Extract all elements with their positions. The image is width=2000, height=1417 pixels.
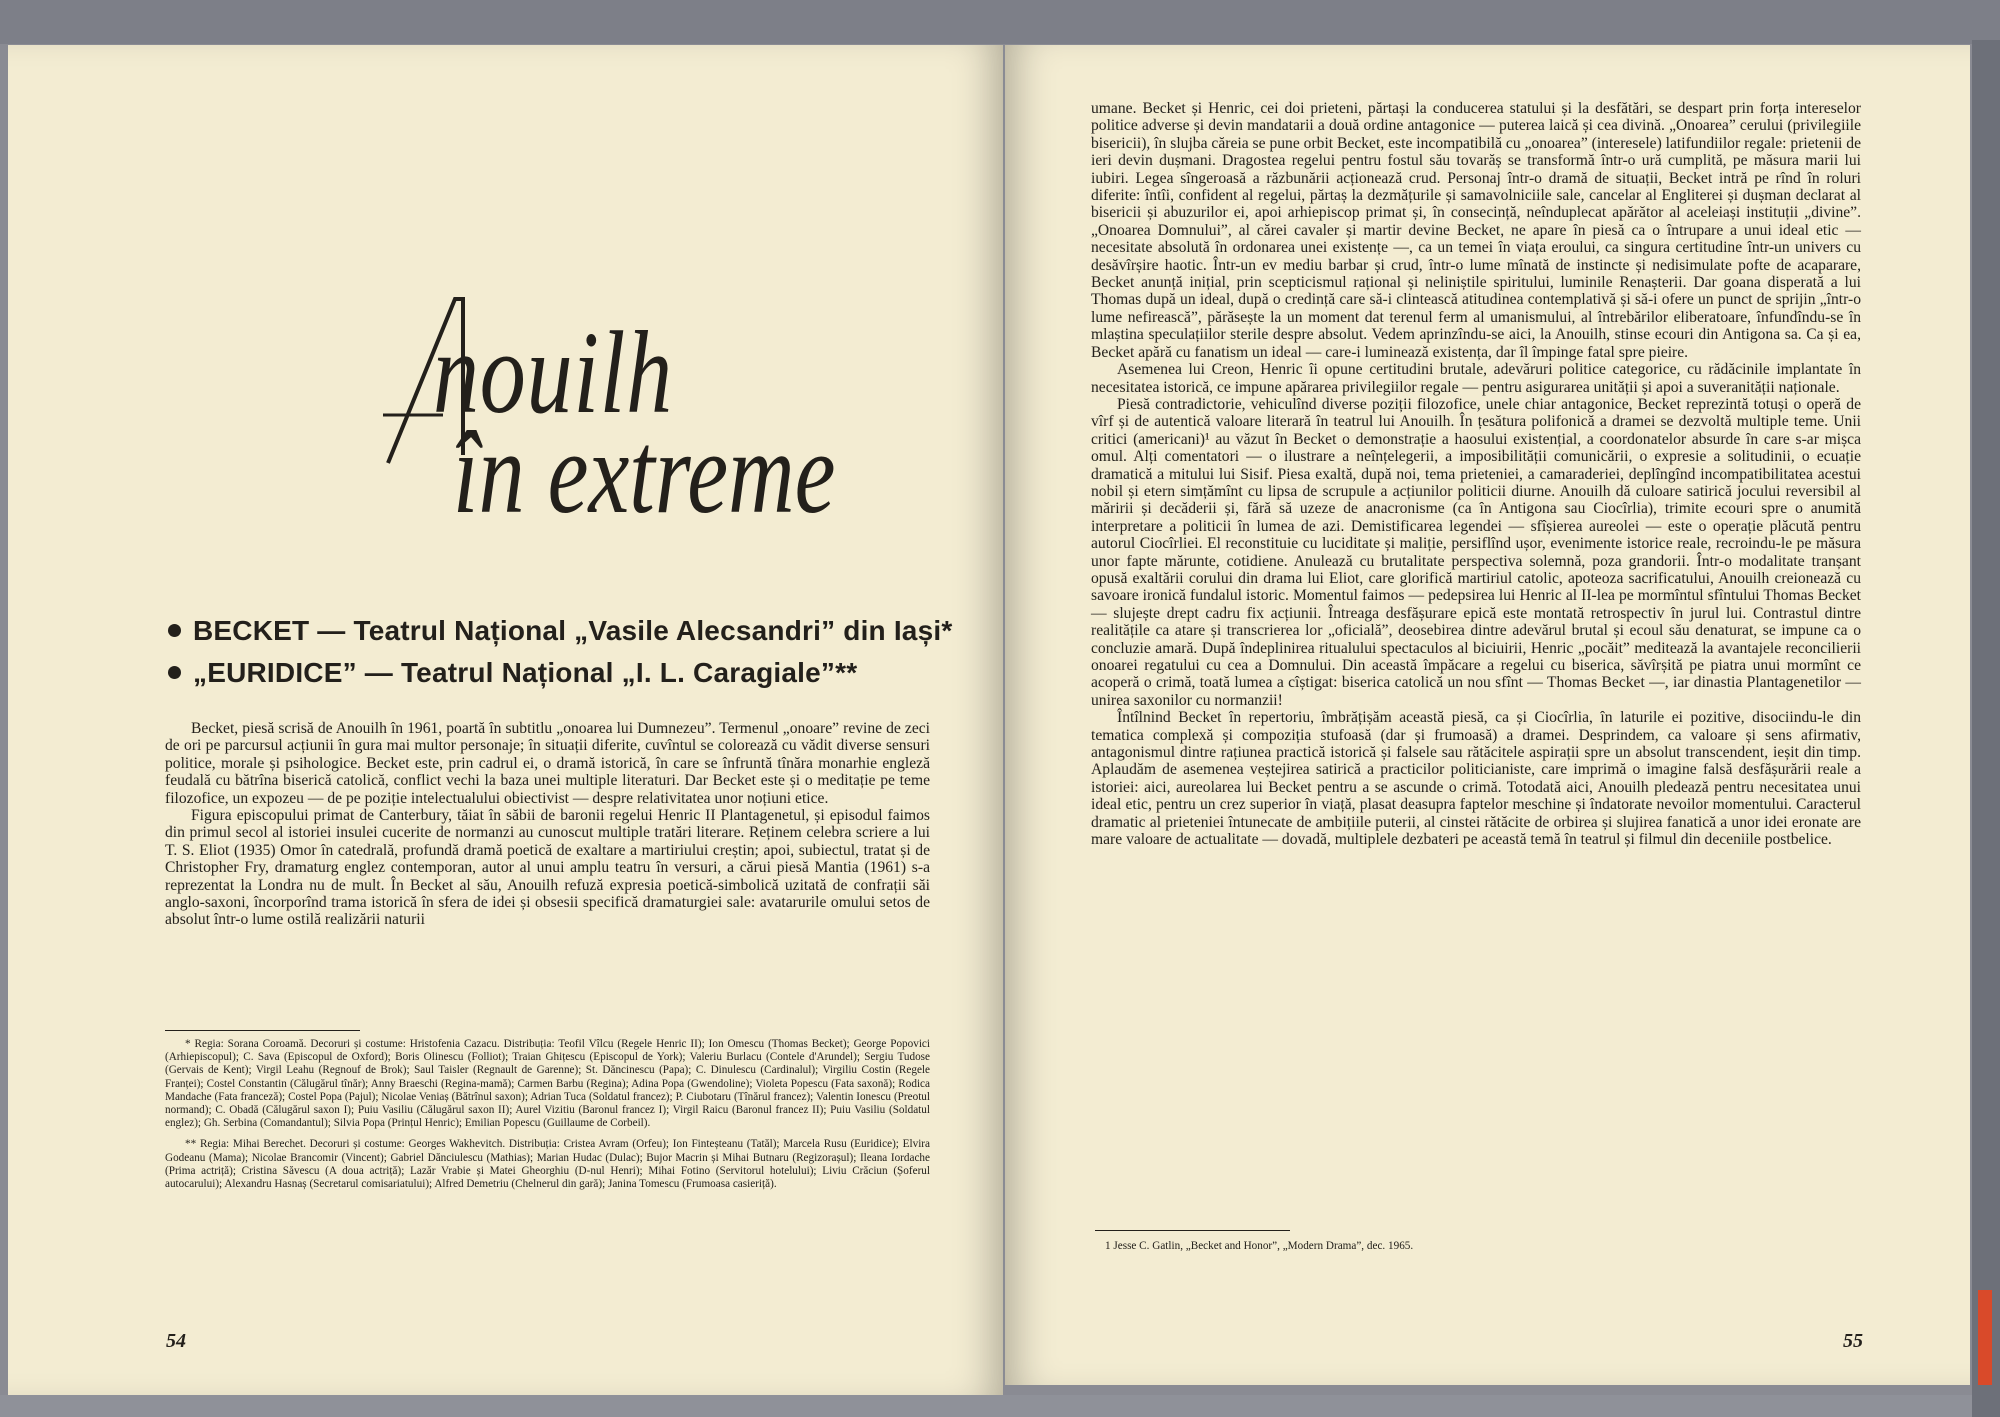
paragraph: Figura episcopului primat de Canterbury, tăiat în săbii de baronii regelui Henric II Plantagenetul, și episodul faimos din primul secol al istoriei insulei cucerite de normanzi au cunoscut multiple tratări literare. Reținem celebra scriere a lui T. S. Eliot (1935) Omor în catedrală, profundă dramă poetică de exaltare a martiriului creștin; apoi, subiectul, tratat și de Christopher Fry, dramaturg englez contemporan, autor al unui amplu teatru în versuri, a cărui piesă Mantia (1961) s-a reprezentat la Londra nu de mult. În Becket al său, Anouilh refuză expresia poetică-simbolică uzitată de confrații săi anglo-saxoni, încorporînd trama istorică în sfera de idei și obsesii specifică dramaturgiei sale: avatarurile omului setos de absolut într-o lume ostilă realizării naturii [165,807,930,929]
bookmark-tab [1978,1290,1992,1385]
paragraph: umane. Becket și Henric, cei doi prieteni, părtași la conducerea statului și la desfătări, se despart prin forța intereselor politice adverse și devin mandatarii a două ordine antagonice — puterea laică și cea divină. „Onoarea” cerului (privilegiile bisericii), în slujba căreia se pune orbit Becket, este incompatibilă cu „onoarea” (interesele) latifundiilor regale: prietenii de ieri devin dușmani. Dragostea regelui pentru fostul său tovarăș se transformă într-o ură cumplită, pe măsura marii lui iubiri. Legea sîngeroasă a răzbunării acționează crud. Personaj într-o dramă de situații, Becket intră pe rînd în roluri diferite: întîi, confident al regelui, părtaș la dezmățurile și samavolniciile sale, cancelar al Engliterei și dușman declarat al bisericii și abuzurilor ei, apoi arhiepiscop primat și, în consecință, neînduplecat apărător al aceleiași instituții „divine”. „Onoarea Domnului”, al cărei cavaler și martir devine Becket, ne apare în piesă ca o întrupare a unui ideal etic — necesitate absolută în ordonarea unei existențe —, ca un temei în viața eroului, ca singura certitudine într-un univers cu desăvîrșire haotic. Într-un ev mediu barbar și crud, într-o lume mînată de instincte și nedisimulate pofte de acaparare, Becket anunță inițial, prin scepticismul rațional și neliniștile spiritului, luminile Renașterii. Dar goana disperată a lui Thomas după un ideal, după o credință care să-i clintească atitudinea contemplativă și să-i ofere un punct de sprijin „într-o lume nefirească”, părăsește la un moment dat terenul ferm al umanismului, al întrebărilor eliberatoare, înfundîndu-se în mlaștina speculațiilor sterile despre absolut. Vedem aprinzîndu-se aici, la Anouilh, stinse ecouri din Antigona sa. Ca și ea, Becket apără cu fanatism un ideal — care-i luminează existența, dar îl împinge fatal spre pieire. [1091,100,1861,361]
footnote-becket: * Regia: Sorana Coroamă. Decoruri și costume: Hristofenia Cazacu. Distribuția: Teofil Vîlcu (Regele Henric II); Ion Omescu (Thomas Becket); George Popovici (Arhiepiscopul); C. Sava (Episcopul de Oxford); Boris Olinescu (Folliot); Traian Ghițescu (Episcopul de York); Valeriu Burlacu (Contele d'Arundel); Sergiu Tudose (Gervais de Kent); Virgil Leahu (Regnouf de Brok); Saul Taisler (Regnault de Garenne); St. Dăncinescu (Papa); C. Dinulescu (Cardinalul); Virgiliu Costin (Regele Franței); Costel Constantin (Călugărul tînăr); Anny Braeschi (Regina-mamă); Carmen Barbu (Regina); Adina Popa (Gwendoline); Violeta Popescu (Fata saxonă); Rodica Mandache (Fata franceză); Costel Popa (Pajul); Nicolae Veniaș (Bătrînul saxon); Adrian Tuca (Soldatul francez); P. Ciubotaru (Tînărul francez); Valentin Ionescu (Preotul normand); C. Obadă (Călugărul saxon I); Puiu Vasiliu (Călugărul saxon II); Aurel Vizitiu (Baronul francez I); Virgil Raicu (Baronul francez II); Puiu Vasiliu (Soldatul englez); Gh. Serbina (Comandantul); Silvia Popa (Prințul Henric); Emilian Popescu (Guillaume de Corbeil). [165,1038,930,1130]
book-cover-top [0,0,2000,44]
right-page [1005,45,1970,1385]
left-page [8,45,1003,1395]
left-footnotes [165,1038,930,1199]
heading-euridice: „EURIDICE” — Teatrul Național „I. L. Caragiale”** [168,657,857,689]
paragraph: Întîlnind Becket în repertoriu, îmbrățișăm această piesă, ca și Ciocîrlia, în laturile ei pozitive, disociindu-le din tematica complexă și compoziția stufoasă (dar și frumoasă) a dramei. Desprindem, ca valoare și sens afirmativ, antagonismul dintre rațiunea practică istorică și falsele sau rătăcitele aspirații spre un absolut transcendent, ieșit din timp. Aplaudăm de asemenea veștejirea satirică a practicilor politicianiste, care imprimă o imagine falsă desfășurării reale a istoriei: aici, aureolarea lui Becket pentru a se ascunde o crimă. Totodată aici, Anouilh pledează pentru necesitatea unui ideal etic, pentru un crez superior în viață, plasat deasupra faptelor meschine și îndatorate nevoilor momentului. Caracterul dramatic al prieteniei întunecate de ambițiile puterii, al cinstei rătăcite de orbirea și slujirea fanatică a unor idei eronate are mare valoare de actualitate — dovadă, multiplele dezbateri pe această temă în teatrul și filmul din deceniile postbelice. [1091,709,1861,849]
paragraph: Piesă contradictorie, vehiculînd diverse poziții filozofice, unele chiar antagonice, Becket reprezintă totuși o operă de vîrf și de autentică valoare literară în teatrul lui Anouilh. În țesătura polifonică a dramei se dezvoltă multiple teme. Unii critici (americani)¹ au văzut în Becket o demonstrație a haosului existențial, a coordonatelor absurde în care s-ar mișca omul. Alți comentatori — o ilustrare a neînțelegerii, a imposibilității comunicării, o expresie a solitudinii, o ecuație dramatică a mitului lui Sisif. Piesa exaltă, după noi, tema prieteniei, a camaraderiei, deplîngînd incompatibilitatea acestui nobil și etern simțămînt cu lipsa de scrupule a acțiunilor politicii diurne. Anouilh dă culoare satirică jocului reversibil al măririi și decăderii și, fără să uzeze de anacronisme (ca în Antigona sau Ciocîrlia), trimite ecouri spre o anumită interpretare a politicii în lumea de azi. Demistificarea legendei — sfîșierea aureolei — este o operație plăcută pentru autorul Ciocîrliei. El reconstituie cu luciditate și maliție, persiflînd ușor, evenimente istorice reale, recroindu-le pe măsura unor fapte mărunte, cotidiene. Anulează cu brutalitate perspectiva solemnă, poza grandorii. Într-o modalitate tranșant opusă exaltării corului din drama lui Eliot, care glorifică martiriul catolic, apoteoza sacrificatului, Anouilh creionează cu savoare ironică fundalul istoric. Momentul faimos — pedepsirea lui Henric al II-lea pe mormîntul sfîntului Thomas Becket — slujește drept cadru fix acțiunii. Întreaga desfășurare epică este montată retrospectiv în jurul lui. Contrastul dintre realitățile ca atare și transcrierea lor „oficială”, deosebirea dintre adevărul brutal și ecoul său denaturat, se impune ca o concluzie amară. După îndeplinirea ritualului spectaculos al biciuirii, Henric „pocăit” meditează la avantajele reconcilierii onoarei regatului cu cea a Domnului. Din această împăcare a regelui cu biserica, săvîrșită pe piatra unui mormînt ce acoperă o crimă, toată lumea a cîștigat: biserica catolică un nou sfînt — Thomas Becket —, iar dinastia Plantagenetilor — unirea saxonilor cu normanzii! [1091,395,1861,709]
heading-becket: BECKET — Teatrul Național „Vasile Alecsandri” din Iași* [168,615,952,647]
page-number-left: 54 [166,1330,186,1352]
page-number-right: 55 [1843,1330,1863,1352]
paragraph: Asemenea lui Creon, Henric îi opune certitudini brutale, adevăruri politice categorice, cu rădăcinile implantate în necesitatea istorică, ce impune apărarea privilegiilor regale — pentru asigurarea unității și apoi a suveranității naționale. [1091,361,1861,396]
book-cover-bottom [0,1395,2000,1417]
right-footnote: 1 Jesse C. Gatlin, „Becket and Honor”, „Modern Drama”, dec. 1965. [1105,1240,1414,1252]
footnote-euridice: ** Regia: Mihai Berechet. Decoruri și costume: Georges Wakhevitch. Distribuția: Cristea Avram (Orfeu); Ion Finteșteanu (Tatăl); Marcela Rusu (Euridice); Elvira Godeanu (Mama); Nicolae Brancomir (Vincent); Gabriel Dănciulescu (Mathias); Marian Hudac (Dulac); Bujor Macrin și Mihai Butnaru (Regizorașul); Ileana Iordache (Prima actriță); Cristina Săvescu (A doua actriță); Lazăr Vrabie și Matei Gheorghiu (D-nul Henri); Mihai Fotino (Servitorul hotelului); Liviu Crăciun (Șoferul autocarului); Alexandru Hasnaș (Secretarul comisariatului); Alfred Demetriu (Chelnerul din gară); Janina Tomescu (Frumoasa casieriță). [165,1138,930,1191]
footnote-rule [165,1030,360,1031]
title-line-2: în extreme [453,407,836,538]
bullet-icon [168,666,181,679]
footnote-rule [1095,1230,1290,1231]
right-body-text [1091,100,1861,848]
bullet-icon [168,624,181,637]
article-title [363,295,963,555]
left-body-text [165,720,930,929]
title-line-1: nouilh [433,307,673,438]
paragraph: Becket, piesă scrisă de Anouilh în 1961, poartă în subtitlu „onoarea lui Dumnezeu”. Termenul „onoare” revine de zeci de ori pe parcursul acțiunii în gura mai multor personaje; în situații diferite, cuvîntul se colorează cu vădit diverse sensuri politice, morale și psihologice. Becket este, prin cadrul ei, o dramă istorică, în care se înfruntă tînăra monarhie engleză feudală cu bătrîna biserică catolică, conflict vechi la baza unei multiple literaturi. Dar Becket este și o meditație pe teme filozofice, un expozeu — de pe poziție intelectualului obiectivist — despre relativitatea unor noțiuni etice. [165,720,930,807]
book-cover-edge [1972,40,2000,1417]
